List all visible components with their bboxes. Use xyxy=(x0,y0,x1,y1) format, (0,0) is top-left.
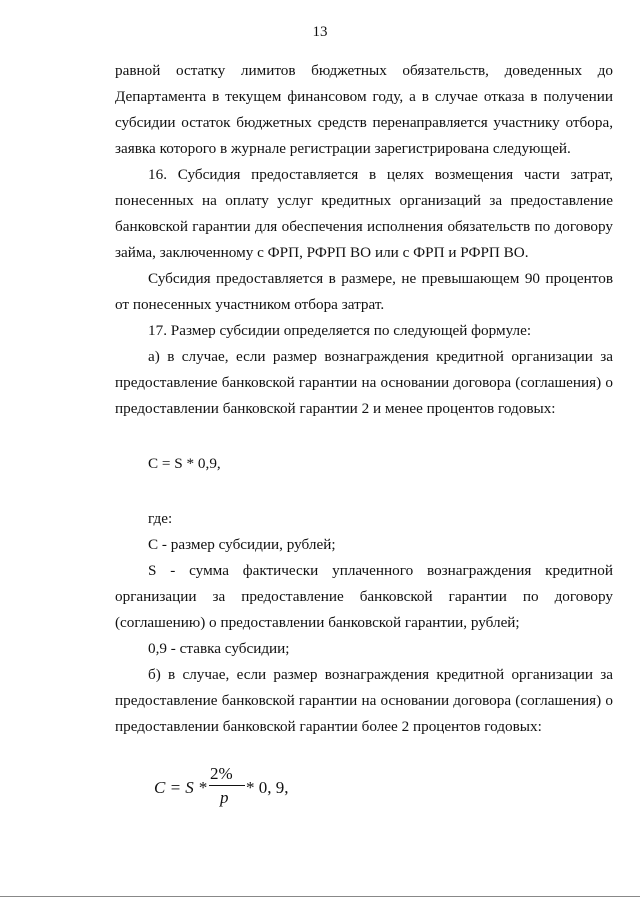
paragraph-line: субсидии остаток бюджетных средств перенаправляется участнику отбора, xyxy=(115,114,613,131)
fraction-bar xyxy=(209,785,245,786)
paragraph-line: 16. Субсидия предоставляется в целях возмещения части затрат, xyxy=(148,166,613,183)
paragraph-line: С - размер субсидии, рублей; xyxy=(148,536,336,553)
paragraph-line: (соглашению) о предоставлении банковской гарантии, рублей; xyxy=(115,614,520,631)
paragraph-line: равной остатку лимитов бюджетных обязательств, доведенных до xyxy=(115,62,613,79)
paragraph-line: Субсидия предоставляется в размере, не превышающем 90 процентов xyxy=(148,270,613,287)
paragraph-line: понесенных на оплату услуг кредитных организаций за предоставление xyxy=(115,192,613,209)
paragraph-line: где: xyxy=(148,510,173,527)
paragraph-line: 0,9 - ставка субсидии; xyxy=(148,640,290,657)
paragraph-line: а) в случае, если размер вознаграждения кредитной организации за xyxy=(148,348,613,365)
formula-b-lhs: C = S * xyxy=(154,778,207,797)
paragraph-line: организации за предоставление банковской гарантии по договору xyxy=(115,588,613,605)
paragraph-line: займа, заключенному с ФРП, РФРП ВО или с ФРП и РФРП ВО. xyxy=(115,244,529,261)
paragraph-line: от понесенных участником отбора затрат. xyxy=(115,296,385,313)
page-bottom-rule xyxy=(0,896,640,897)
paragraph-line: банковской гарантии для обеспечения исполнения обязательств по договору xyxy=(115,218,613,235)
formula-b-numerator: 2% xyxy=(210,764,233,783)
formula-a: С = S * 0,9, xyxy=(148,455,221,472)
paragraph-line: предоставлении банковской гарантии более 2 процентов годовых: xyxy=(115,718,542,735)
paragraph-line: 17. Размер субсидии определяется по следующей формуле: xyxy=(148,322,532,339)
formula-b-denominator: p xyxy=(220,788,229,807)
paragraph-line: Департамента в текущем финансовом году, а в случае отказа в получении xyxy=(115,88,613,105)
page-number: 13 xyxy=(312,24,328,40)
paragraph-line: предоставление банковской гарантии на основании договора (соглашения) о xyxy=(115,374,613,391)
paragraph-line: заявка которого в журнале регистрации зарегистрирована следующей. xyxy=(115,140,571,157)
paragraph-line: б) в случае, если размер вознаграждения кредитной организации за xyxy=(148,666,613,683)
formula-b xyxy=(154,764,324,818)
formula-b-rhs: * 0, 9, xyxy=(246,778,289,797)
paragraph-line: предоставлении банковской гарантии 2 и менее процентов годовых: xyxy=(115,400,556,417)
paragraph-line: S - сумма фактически уплаченного вознаграждения кредитной xyxy=(148,562,613,579)
paragraph-line: предоставление банковской гарантии на основании договора (соглашения) о xyxy=(115,692,613,709)
